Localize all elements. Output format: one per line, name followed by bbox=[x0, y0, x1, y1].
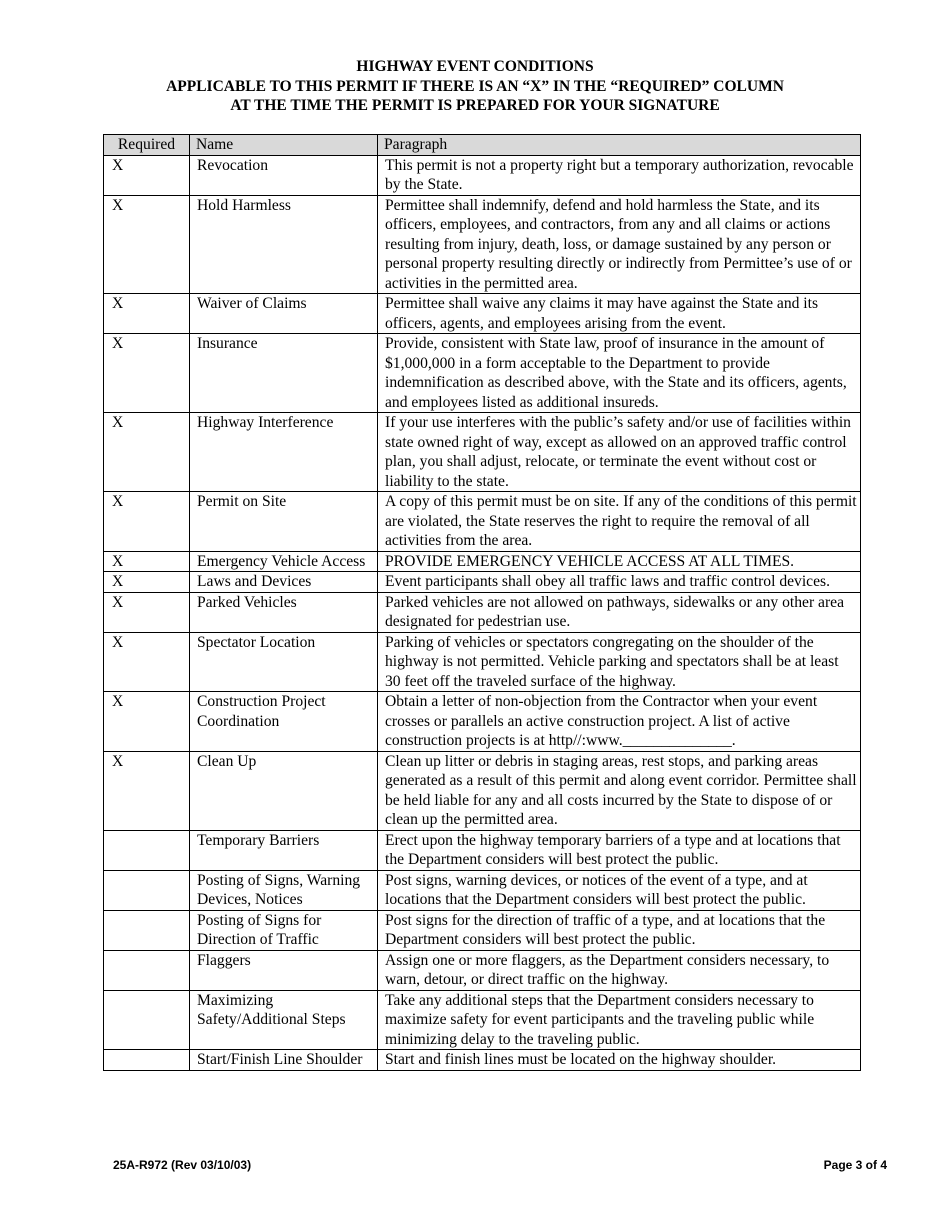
name-cell: Revocation bbox=[190, 155, 378, 195]
table-row bbox=[104, 551, 861, 572]
table-row bbox=[104, 1050, 861, 1071]
name-cell: Emergency Vehicle Access bbox=[190, 551, 378, 572]
required-cell: X bbox=[104, 632, 190, 692]
name-cell: Posting of Signs for Direction of Traffic bbox=[190, 910, 378, 950]
name-cell: Maximizing Safety/Additional Steps bbox=[190, 990, 378, 1050]
table-row bbox=[104, 413, 861, 492]
name-cell: Flaggers bbox=[190, 950, 378, 990]
paragraph-cell: PROVIDE EMERGENCY VEHICLE ACCESS AT ALL TIMES. bbox=[378, 551, 861, 572]
required-cell: X bbox=[104, 692, 190, 752]
name-cell: Highway Interference bbox=[190, 413, 378, 492]
required-cell: X bbox=[104, 572, 190, 593]
name-cell: Hold Harmless bbox=[190, 195, 378, 294]
paragraph-cell: Post signs, warning devices, or notices of the event of a type, and at locations that the Department considers will best protect the public. bbox=[378, 870, 861, 910]
paragraph-cell: Take any additional steps that the Department considers necessary to maximize safety for event participants and the traveling public while minimizing delay to the traveling public. bbox=[378, 990, 861, 1050]
name-cell: Start/Finish Line Shoulder bbox=[190, 1050, 378, 1071]
table-header-row bbox=[104, 135, 861, 156]
name-cell: Spectator Location bbox=[190, 632, 378, 692]
required-cell: X bbox=[104, 592, 190, 632]
table-row bbox=[104, 751, 861, 830]
required-cell: X bbox=[104, 492, 190, 552]
document-header bbox=[0, 57, 950, 116]
form-number: 25A-R972 (Rev 03/10/03) bbox=[113, 1158, 252, 1172]
header-title: HIGHWAY EVENT CONDITIONS bbox=[356, 58, 594, 75]
table-row bbox=[104, 692, 861, 752]
conditions-table bbox=[103, 134, 861, 1071]
required-cell: X bbox=[104, 413, 190, 492]
paragraph-cell: Parking of vehicles or spectators congregating on the shoulder of the highway is not permitted. Vehicle parking and spectators shall be at least 30 feet off the traveled surface of the highway. bbox=[378, 632, 861, 692]
paragraph-cell: Permittee shall indemnify, defend and hold harmless the State, and its officers, employees, and contractors, from any and all claims or actions resulting from injury, death, loss, or damage sustained by any person or personal property resulting directly or indirectly from Permittee’s use of or activities in the permitted area. bbox=[378, 195, 861, 294]
paragraph-cell: Post signs for the direction of traffic of a type, and at locations that the Department considers will best protect the public. bbox=[378, 910, 861, 950]
required-cell bbox=[104, 830, 190, 870]
paragraph-cell: A copy of this permit must be on site. If any of the conditions of this permit are violated, the State reserves the right to require the removal of all activities from the area. bbox=[378, 492, 861, 552]
name-cell: Posting of Signs, Warning Devices, Notices bbox=[190, 870, 378, 910]
name-cell: Parked Vehicles bbox=[190, 592, 378, 632]
name-cell: Laws and Devices bbox=[190, 572, 378, 593]
paragraph-cell: Erect upon the highway temporary barriers of a type and at locations that the Department considers will best protect the public. bbox=[378, 830, 861, 870]
paragraph-cell: Clean up litter or debris in staging areas, rest stops, and parking areas generated as a result of this permit and along event corridor. Permittee shall be held liable for any and all costs incurred by the State to dispose of or clean up the permitted area. bbox=[378, 751, 861, 830]
table-row bbox=[104, 632, 861, 692]
paragraph-cell: Event participants shall obey all traffic laws and traffic control devices. bbox=[378, 572, 861, 593]
paragraph-cell: Permittee shall waive any claims it may have against the State and its officers, agents, and employees arising from the event. bbox=[378, 294, 861, 334]
required-cell bbox=[104, 1050, 190, 1071]
table-row bbox=[104, 334, 861, 413]
required-cell bbox=[104, 990, 190, 1050]
required-cell: X bbox=[104, 334, 190, 413]
required-cell: X bbox=[104, 551, 190, 572]
table-row bbox=[104, 870, 861, 910]
column-header-paragraph: Paragraph bbox=[378, 135, 861, 156]
paragraph-cell: Assign one or more flaggers, as the Department considers necessary, to warn, detour, or direct traffic on the highway. bbox=[378, 950, 861, 990]
table-row bbox=[104, 155, 861, 195]
table-row bbox=[104, 830, 861, 870]
name-cell: Temporary Barriers bbox=[190, 830, 378, 870]
table-row bbox=[104, 572, 861, 593]
required-cell: X bbox=[104, 155, 190, 195]
paragraph-cell: If your use interferes with the public’s safety and/or use of facilities within state owned right of way, except as allowed on an approved traffic control plan, you shall adjust, relocate, or terminate the event without cost or liability to the state. bbox=[378, 413, 861, 492]
paragraph-cell: This permit is not a property right but a temporary authorization, revocable by the State. bbox=[378, 155, 861, 195]
paragraph-cell: Provide, consistent with State law, proof of insurance in the amount of $1,000,000 in a form acceptable to the Department to provide indemnification as described above, with the State and its officers, agents, and employees listed as additional insureds. bbox=[378, 334, 861, 413]
name-cell: Construction Project Coordination bbox=[190, 692, 378, 752]
header-subtitle-line-1: APPLICABLE TO THIS PERMIT IF THERE IS AN “X” IN THE “REQUIRED” COLUMN bbox=[166, 77, 784, 95]
column-header-required: Required bbox=[104, 135, 190, 156]
table-row bbox=[104, 950, 861, 990]
required-cell: X bbox=[104, 195, 190, 294]
table-row bbox=[104, 592, 861, 632]
table-row bbox=[104, 492, 861, 552]
table-row bbox=[104, 195, 861, 294]
page-number: Page 3 of 4 bbox=[823, 1158, 887, 1172]
name-cell: Clean Up bbox=[190, 751, 378, 830]
required-cell: X bbox=[104, 294, 190, 334]
header-subtitle-line-2: AT THE TIME THE PERMIT IS PREPARED FOR YOUR SIGNATURE bbox=[230, 97, 720, 114]
required-cell bbox=[104, 950, 190, 990]
paragraph-cell: Obtain a letter of non-objection from the Contractor when your event crosses or parallels an active construction project. A list of active construction projects is at http//:www.______________. bbox=[378, 692, 861, 752]
name-cell: Permit on Site bbox=[190, 492, 378, 552]
required-cell: X bbox=[104, 751, 190, 830]
name-cell: Insurance bbox=[190, 334, 378, 413]
required-cell bbox=[104, 910, 190, 950]
paragraph-cell: Start and finish lines must be located on the highway shoulder. bbox=[378, 1050, 861, 1071]
required-cell bbox=[104, 870, 190, 910]
table-row bbox=[104, 294, 861, 334]
paragraph-cell: Parked vehicles are not allowed on pathways, sidewalks or any other area designated for pedestrian use. bbox=[378, 592, 861, 632]
table-row bbox=[104, 990, 861, 1050]
column-header-name: Name bbox=[190, 135, 378, 156]
table-row bbox=[104, 910, 861, 950]
name-cell: Waiver of Claims bbox=[190, 294, 378, 334]
